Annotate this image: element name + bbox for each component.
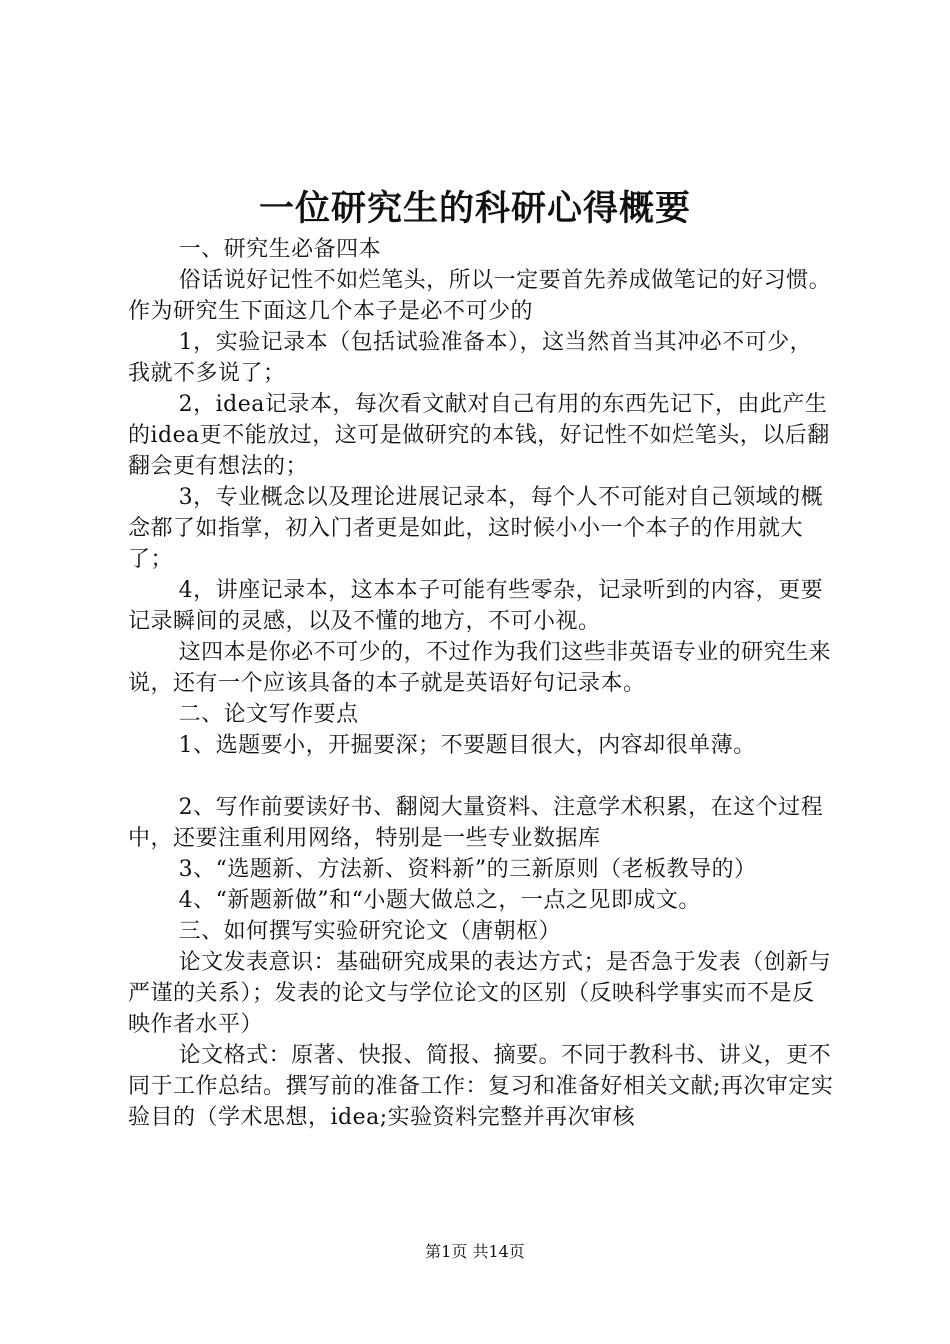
section-heading: 二、论文写作要点 — [178, 702, 359, 727]
list-item: 1、选题要小，开掘要深；不要题目很大，内容却很单薄。 — [178, 733, 756, 758]
list-item: 3，专业概念以及理论进展记录本，每个人不可能对自己领域的概念都了如指掌，初入门者更是如此，这时候小小一个本子的作用就大了； — [128, 485, 824, 572]
list-item: 1，实验记录本（包括试验准备本），这当然首当其冲必不可少，我就不多说了； — [128, 330, 813, 386]
list-item: 2，idea记录本，每次看文献对自己有用的东西先记下，由此产生的idea更不能放过，这可是做研究的本钱，好记性不如烂笔头，以后翻翻会更有想法的； — [128, 392, 830, 479]
paragraph: 论文发表意识：基础研究成果的表达方式；是否急于发表（创新与严谨的关系）；发表的论文与学位论文的区别（反映科学事实而不是反映作者水平） — [128, 950, 832, 1037]
page-number: 第1页 共14页 — [425, 1242, 525, 1261]
document-title: 一位研究生的科研心得概要 — [258, 188, 691, 229]
section-heading: 三、如何撰写实验研究论文（唐朝枢） — [178, 919, 562, 944]
list-item: 3、“选题新、方法新、资料新”的三新原则（老板教导的） — [178, 857, 757, 882]
paragraph: 论文格式：原著、快报、简报、摘要。不同于教科书、讲义，更不同于工作总结。撰写前的准备工作：复习和准备好相关文献;再次审定实验目的（学术思想，idea;实验资料完整并再次审核 — [128, 1043, 834, 1130]
list-item: 4、“新题新做”和“小题大做总之，一点之见即成文。 — [178, 888, 701, 913]
document-body — [128, 234, 834, 1133]
paragraph: 这四本是你必不可少的，不过作为我们这些非英语专业的研究生来说，还有一个应该具备的本子就是英语好句记录本。 — [128, 640, 832, 696]
list-item: 4，讲座记录本，这本本子可能有些零杂，记录听到的内容，更要记录瞬间的灵感，以及不懂的地方，不可小视。 — [128, 578, 824, 634]
paragraph: 俗话说好记性不如烂笔头，所以一定要首先养成做笔记的好习惯。作为研究生下面这几个本子是必不可少的 — [128, 268, 832, 324]
list-item: 2、写作前要读好书、翻阅大量资料、注意学术积累，在这个过程中，还要注重利用网络，特别是一些专业数据库 — [128, 795, 824, 851]
section-heading: 一、研究生必备四本 — [178, 237, 382, 262]
